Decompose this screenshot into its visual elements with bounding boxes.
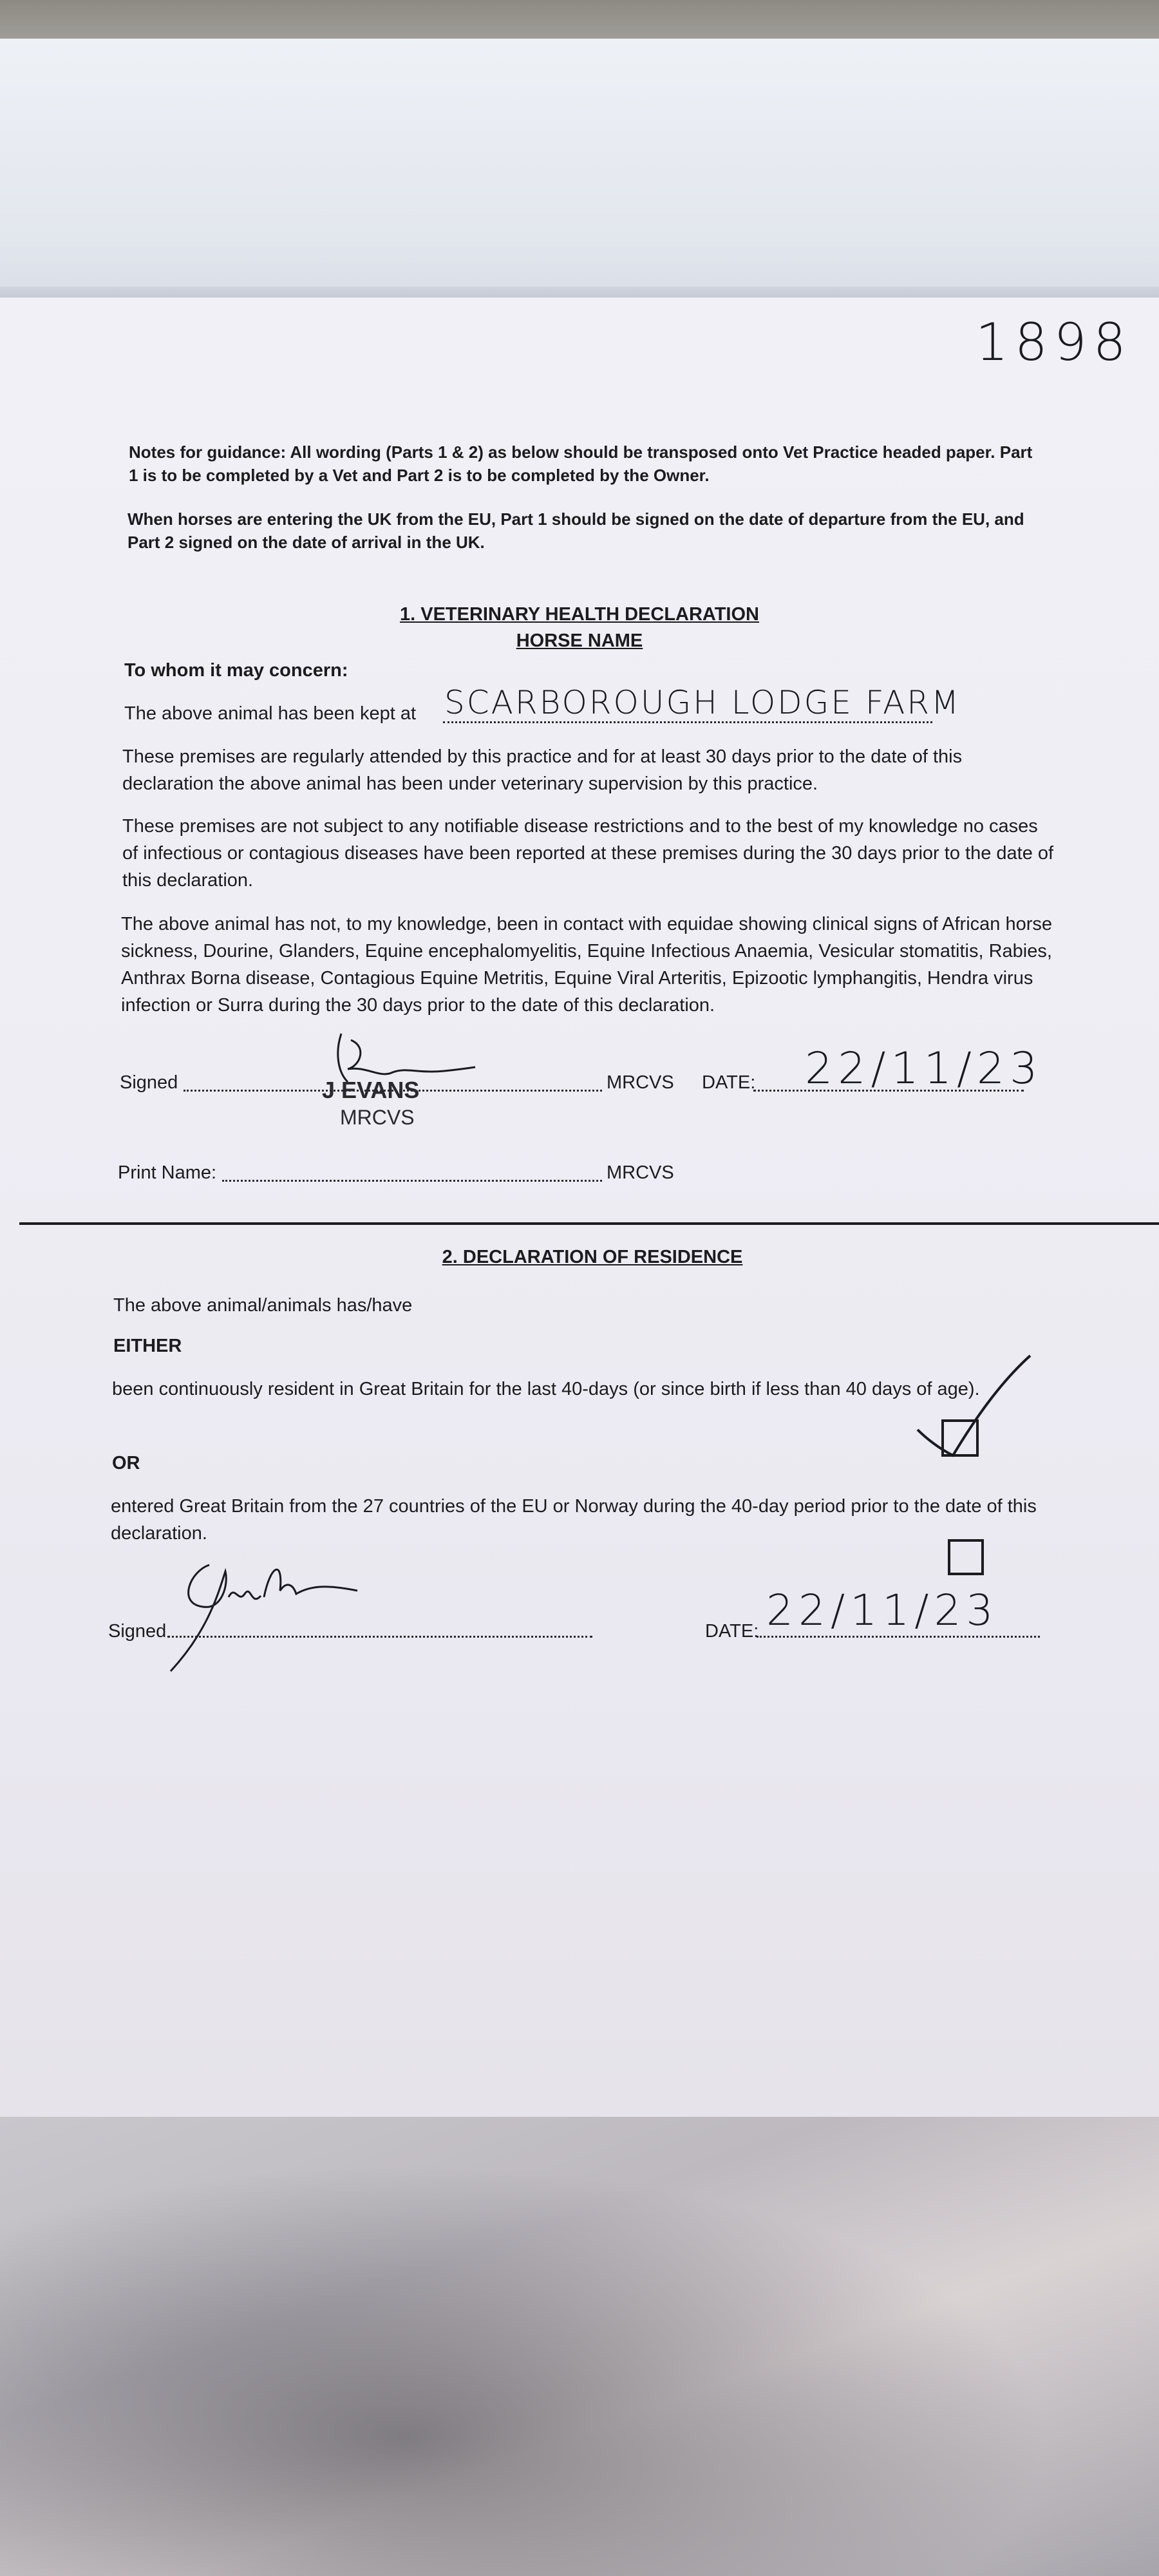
print-name-mrcvs: MRCVS bbox=[607, 1162, 674, 1183]
part2-intro: The above animal/animals has/have bbox=[113, 1295, 413, 1316]
back-sheet bbox=[0, 39, 1159, 309]
option-2-checkbox[interactable] bbox=[948, 1539, 984, 1575]
page-number: 1898 bbox=[975, 312, 1133, 372]
kept-at-dotline bbox=[443, 721, 932, 723]
part2-date-dotline bbox=[757, 1636, 1040, 1638]
notes-guidance: Notes for guidance: All wording (Parts 1 & 2) as below should be transposed onto Vet Practice headed paper. Part 1 is to be completed by a Vet and Part 2 is to be completed by the Owner. bbox=[129, 442, 1033, 485]
option-2-text: entered Great Britain from the 27 countries of the EU or Norway during the 40-day period prior to the date of this declaration. bbox=[111, 1496, 1037, 1544]
notes-entering: When horses are entering the UK from the EU, Part 1 should be signed on the date of departure from the EU, and Part 2 signed on the date of arrival in the UK. bbox=[127, 509, 1024, 552]
document-page bbox=[0, 298, 1159, 2117]
part1-paragraph-3: The above animal has not, to my knowledge, been in contact with equidae showing clinical signs of African horse sickness, Dourine, Glanders, Equine encephalomyelitis, Equine Infectious Anaemia, Vesicular stomatitis, Rabies, Anthrax Borna disease, Contagious Equine Metritis, Equine Viral Arteritis, Epizootic lymphangitis, Hendra virus infection or Surra during the 30 days prior to the date of this declaration. bbox=[121, 914, 1053, 1016]
option-1-checkmark bbox=[914, 1352, 1037, 1462]
option-1-text: been continuously resident in Great Britain for the last 40-days (or since birth if less than 40 days of age). bbox=[112, 1379, 980, 1399]
part2-date-value: 22/11/23 bbox=[766, 1586, 999, 1635]
owner-signature bbox=[164, 1546, 383, 1674]
or-label: OR bbox=[112, 1453, 140, 1473]
section-divider bbox=[19, 1222, 1159, 1225]
to-whom-label: To whom it may concern: bbox=[124, 660, 348, 681]
part2-signed-label: Signed bbox=[108, 1621, 167, 1642]
shadow bbox=[0, 2117, 1159, 2576]
part1-date-label: DATE: bbox=[702, 1072, 756, 1093]
part1-heading: 1. VETERINARY HEALTH DECLARATION bbox=[399, 604, 759, 625]
either-label: EITHER bbox=[113, 1336, 182, 1356]
kept-at-label: The above animal has been kept at bbox=[124, 703, 417, 724]
part1-signed-label: Signed bbox=[120, 1072, 178, 1093]
part1-paragraph-2: These premises are not subject to any notifiable disease restrictions and to the best of my knowledge no cases of infectious or contagious diseases have been reported at these premises during the 30 days prior to the date of this declaration. bbox=[122, 816, 1054, 891]
part2-heading: 2. DECLARATION OF RESIDENCE bbox=[442, 1247, 743, 1267]
print-name-dotline bbox=[222, 1180, 602, 1182]
vet-stamp-name: J EVANS bbox=[322, 1077, 420, 1103]
part1-date-value: 22/11/23 bbox=[805, 1043, 1043, 1094]
vet-stamp-title: MRCVS bbox=[340, 1106, 415, 1129]
print-name-label: Print Name: bbox=[118, 1162, 217, 1183]
part1-paragraph-1: These premises are regularly attended by this practice and for at least 30 days prior to the date of this declaration the above animal has been under veterinary supervision by this practice. bbox=[122, 746, 963, 794]
kept-at-value: SCARBOROUGH LODGE FARM bbox=[444, 684, 961, 721]
part2-date-label: DATE: bbox=[705, 1621, 759, 1642]
part1-mrcvs: MRCVS bbox=[607, 1072, 674, 1093]
horse-name-heading: HORSE NAME bbox=[516, 630, 643, 651]
